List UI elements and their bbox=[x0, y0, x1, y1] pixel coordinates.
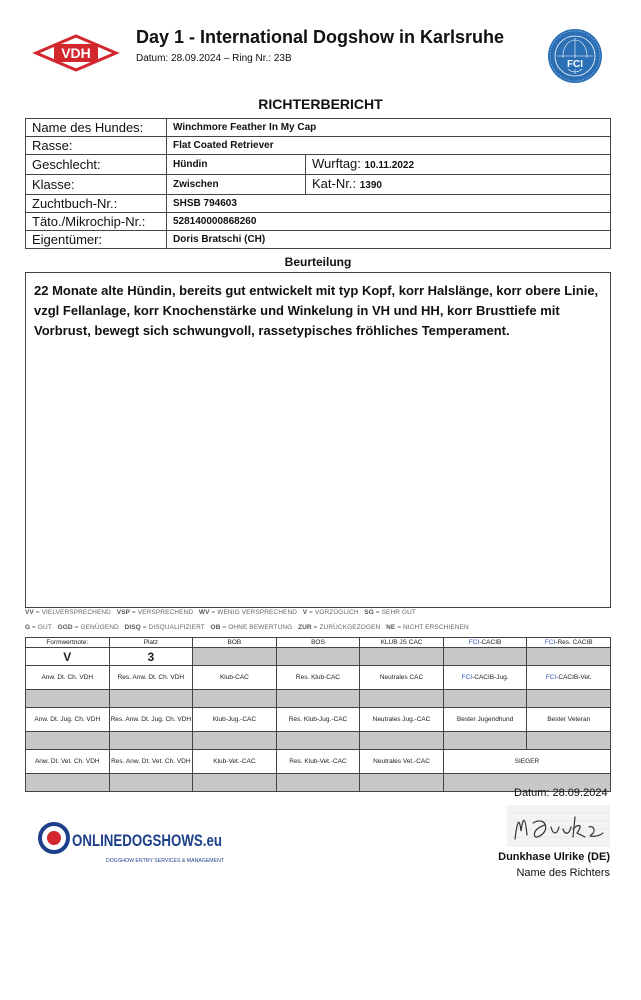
result-label-cell: SIEGER bbox=[443, 750, 610, 774]
table-row bbox=[26, 732, 611, 750]
legend-text: OHNE BEWERTUNG bbox=[228, 624, 293, 631]
class-value: Zwischen bbox=[167, 175, 306, 195]
birth-cell bbox=[306, 155, 611, 175]
class-label: Klasse: bbox=[26, 175, 167, 195]
vdh-logo bbox=[34, 34, 118, 72]
owner-label: Eigentümer: bbox=[26, 231, 167, 249]
birth-value: 10.11.2022 bbox=[364, 160, 415, 171]
result-label-cell: Anw. Dt. Jug. Ch. VDH bbox=[26, 708, 110, 732]
legend-abbr: GGD bbox=[57, 624, 73, 631]
legend-abbr: OB bbox=[210, 624, 221, 631]
result-label-cell: Klub-CAC bbox=[193, 666, 277, 690]
legend-abbr: VSP bbox=[116, 609, 131, 616]
legend-abbr: DISQ bbox=[124, 624, 141, 631]
result-label-cell: FCI-CACIB bbox=[443, 638, 527, 648]
results-table bbox=[25, 637, 611, 792]
legend-abbr: G bbox=[25, 624, 31, 631]
result-label-cell: Neutrales Jug.-CAC bbox=[360, 708, 444, 732]
table-cell bbox=[276, 648, 360, 666]
assessment-text: 22 Monate alte Hündin, bereits gut entwickelt mit typ Kopf, korr Halslänge, korr obere Linie, vzgl Fellanlage, korr Knochenstärke und Winkelung in VH und HH, korr Brusttiefe mit Vorbrust, bewegt sich schwungvoll, rassetypisches fröhliches Temperament. bbox=[34, 283, 599, 338]
birth-label: Wurftag: bbox=[312, 156, 361, 171]
result-label-cell: Bester Jugendhund bbox=[443, 708, 527, 732]
legend-text: VIELVERSPRECHEND bbox=[41, 609, 111, 616]
studbook-value: SHSB 794603 bbox=[167, 195, 611, 213]
legend-text: VERSPRECHEND bbox=[137, 609, 194, 616]
onlinedogshows-logo bbox=[36, 822, 228, 866]
legend-text: SEHR GUT bbox=[381, 609, 416, 616]
table-row bbox=[26, 666, 611, 690]
result-label-cell: Anw. Dt. Vet. Ch. VDH bbox=[26, 750, 110, 774]
table-row bbox=[26, 119, 611, 137]
table-cell bbox=[193, 648, 277, 666]
sex-label: Geschlecht: bbox=[26, 155, 167, 175]
dog-info-table bbox=[25, 118, 611, 249]
result-label-cell: FCI-Res. CACIB bbox=[527, 638, 611, 648]
cat-value: 1390 bbox=[359, 180, 382, 191]
legend-text: NICHT ERSCHIENEN bbox=[403, 624, 469, 631]
result-label-cell: Res. Klub-CAC bbox=[276, 666, 360, 690]
legend-abbr: SG bbox=[364, 609, 374, 616]
result-label-cell: FCI-CACIB-Vet. bbox=[527, 666, 611, 690]
result-label-cell: Bester Veteran bbox=[527, 708, 611, 732]
cat-cell bbox=[306, 175, 611, 195]
chip-value: 528140000868260 bbox=[167, 213, 611, 231]
table-cell bbox=[527, 648, 611, 666]
formwert-value: V bbox=[26, 648, 110, 666]
legend-abbr: ZUR bbox=[298, 624, 312, 631]
judge-label: Name des Richters bbox=[516, 867, 610, 879]
legend-abbr: NE bbox=[386, 624, 396, 631]
table-row bbox=[26, 750, 611, 774]
result-label-cell: Platz bbox=[109, 638, 193, 648]
legend-abbr: WV bbox=[198, 609, 210, 616]
result-label-cell: FCI-CACIB-Jug. bbox=[443, 666, 527, 690]
legend-text: WENIG VERSPRECHEND bbox=[217, 609, 298, 616]
table-row bbox=[26, 137, 611, 155]
table-cell bbox=[443, 648, 527, 666]
result-label-cell: KLUB JS CAC bbox=[360, 638, 444, 648]
result-label-cell: BOS bbox=[276, 638, 360, 648]
table-row bbox=[26, 175, 611, 195]
name-value: Winchmore Feather In My Cap bbox=[167, 119, 611, 137]
judge-name: Dunkhase Ulrike (DE) bbox=[498, 851, 610, 863]
legend-text: ZURÜCKGEZOGEN bbox=[319, 624, 381, 631]
legend-text: DISQUALIFIZIERT bbox=[148, 624, 205, 631]
breed-value: Flat Coated Retriever bbox=[167, 137, 611, 155]
table-row bbox=[26, 638, 611, 648]
cat-label: Kat-Nr.: bbox=[312, 176, 357, 191]
page-title: Day 1 - International Dogshow in Karlsruhe bbox=[136, 27, 505, 47]
legend-text: VORZÜGLICH bbox=[314, 609, 359, 616]
table-row bbox=[26, 155, 611, 175]
judge-signature bbox=[507, 805, 610, 847]
table-row bbox=[26, 231, 611, 249]
result-label-cell: Res. Klub-Vet.-CAC bbox=[276, 750, 360, 774]
result-label-cell: Anw. Dt. Ch. VDH bbox=[26, 666, 110, 690]
legend-text: GUT bbox=[37, 624, 52, 631]
chip-label: Täto./Mikrochip-Nr.: bbox=[26, 213, 167, 231]
footer-date: Datum: 28.09.2024 bbox=[514, 787, 608, 799]
owner-value: Doris Bratschi (CH) bbox=[167, 231, 611, 249]
result-label-cell: Klub-Jug.-CAC bbox=[193, 708, 277, 732]
onlinedogshows-tagline: DOGSHOW ENTRY SERVICES & MANAGEMENT bbox=[106, 858, 225, 864]
studbook-label: Zuchtbuch-Nr.: bbox=[26, 195, 167, 213]
fci-logo-text: FCI bbox=[566, 59, 584, 70]
result-label-cell: Formwertnote: bbox=[26, 638, 110, 648]
legend-abbr: VV bbox=[25, 609, 34, 616]
legend-abbr: V bbox=[302, 609, 308, 616]
result-label-cell: BOB bbox=[193, 638, 277, 648]
page-subtitle: Datum: 28.09.2024 – Ring Nr.: 23B bbox=[136, 53, 292, 64]
table-row bbox=[26, 195, 611, 213]
table-row bbox=[26, 708, 611, 732]
legend-text: GENÜGEND bbox=[80, 624, 119, 631]
table-row bbox=[26, 648, 611, 666]
result-label-cell: Res. Anw. Dt. Jug. Ch. VDH bbox=[109, 708, 193, 732]
platz-value: 3 bbox=[109, 648, 193, 666]
onlinedogshows-logo-text: ONLINEDOGSHOWS.eu bbox=[72, 831, 222, 850]
result-label-cell: Neutrales CAC bbox=[360, 666, 444, 690]
fci-logo bbox=[547, 28, 603, 84]
result-label-cell: Neutrales Vet.-CAC bbox=[360, 750, 444, 774]
result-label-cell: Res. Klub-Jug.-CAC bbox=[276, 708, 360, 732]
table-row bbox=[26, 690, 611, 708]
vdh-logo-text: VDH bbox=[61, 45, 91, 61]
legend-line-1: VV = VIELVERSPRECHEND VSP = VERSPRECHEND WV = WENIG VERSPRECHEND V = VORZÜGLICH SG = SEHR GUT bbox=[25, 609, 416, 616]
result-label-cell: Res. Anw. Dt. Ch. VDH bbox=[109, 666, 193, 690]
assessment-box bbox=[25, 272, 611, 608]
legend-line-2: G = GUT GGD = GENÜGEND DISQ = DISQUALIFIZIERT OB = OHNE BEWERTUNG ZUR = ZURÜCKGEZOGEN NE = NICHT ERSCHIENEN bbox=[25, 624, 469, 631]
breed-label: Rasse: bbox=[26, 137, 167, 155]
name-label: Name des Hundes: bbox=[26, 119, 167, 137]
result-label-cell: Res. Anw. Dt. Vet. Ch. VDH bbox=[109, 750, 193, 774]
report-title: RICHTERBERICHT bbox=[258, 96, 383, 112]
result-label-cell: Klub-Vet.-CAC bbox=[193, 750, 277, 774]
table-row bbox=[26, 213, 611, 231]
sex-value: Hündin bbox=[167, 155, 306, 175]
table-cell bbox=[360, 648, 444, 666]
assessment-label: Beurteilung bbox=[284, 255, 352, 269]
